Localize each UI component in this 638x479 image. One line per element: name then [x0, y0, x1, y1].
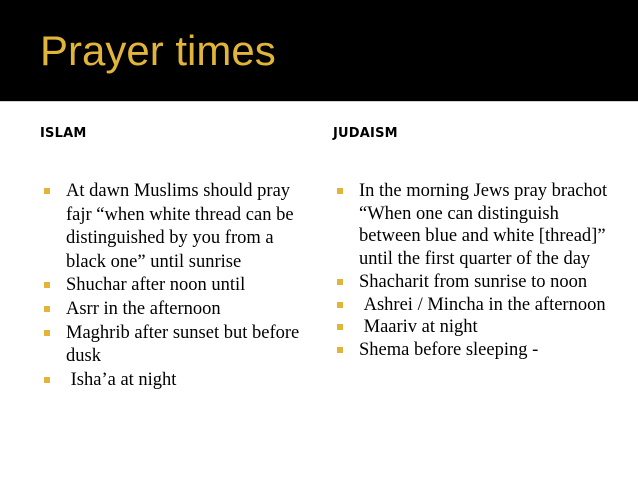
- slide-title: Prayer times: [40, 27, 276, 74]
- bullet-square-icon: [337, 302, 343, 308]
- divider-line: [0, 101, 638, 102]
- list-item: [333, 271, 608, 294]
- islam-list: [40, 180, 310, 392]
- bullet-square-icon: [44, 306, 50, 312]
- list-item-text: In the morning Jews pray brachot “When one can distinguish between blue and white [thread]” until the first quarter of the day: [359, 181, 608, 270]
- bullet-square-icon: [337, 347, 343, 353]
- judaism-heading: JUDAISM: [333, 126, 398, 141]
- list-item: [40, 180, 310, 274]
- list-item-text: Maghrib after sunset but before dusk: [66, 322, 300, 367]
- list-item: [333, 294, 608, 317]
- islam-heading: ISLAM: [40, 126, 87, 141]
- list-item-text: Ashrei / Mincha in the afternoon: [359, 294, 606, 315]
- bullet-square-icon: [337, 324, 343, 330]
- bullet-square-icon: [44, 188, 50, 194]
- list-item: [333, 339, 608, 362]
- judaism-list: [333, 180, 608, 362]
- list-item: [40, 322, 310, 369]
- list-item-text: Asrr in the afternoon: [66, 298, 221, 319]
- list-item-text: Shuchar after noon until: [66, 275, 246, 296]
- list-item-text: Shema before sleeping -: [359, 339, 539, 360]
- list-item: [40, 274, 310, 298]
- list-item: [333, 180, 608, 271]
- list-item-text: Shacharit from sunrise to noon: [359, 271, 588, 292]
- bullet-square-icon: [44, 377, 50, 383]
- list-item-text: Maariv at night: [359, 317, 478, 338]
- bullet-square-icon: [337, 279, 343, 285]
- bullet-square-icon: [44, 282, 50, 288]
- title-bar: [0, 0, 638, 101]
- list-item-text: At dawn Muslims should pray fajr “when white thread can be distinguished by you from a black one” until sunrise: [66, 181, 294, 272]
- list-item-text: Isha’a at night: [66, 369, 177, 390]
- bullet-square-icon: [44, 330, 50, 336]
- bullet-square-icon: [337, 188, 343, 194]
- list-item: [40, 298, 310, 322]
- list-item: [333, 316, 608, 339]
- list-item: [40, 369, 310, 393]
